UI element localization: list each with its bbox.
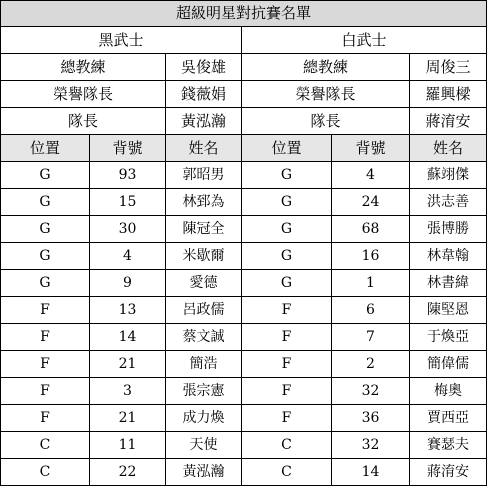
staff-role: 總教練	[1, 54, 166, 81]
player-position: G	[1, 162, 90, 189]
player-name: 簡浩	[166, 351, 242, 378]
player-number: 7	[332, 324, 410, 351]
table-row	[1, 297, 487, 324]
staff-person: 吳俊雄	[166, 54, 242, 81]
player-position: G	[1, 270, 90, 297]
player-number: 4	[90, 243, 166, 270]
player-position: G	[1, 243, 90, 270]
table-row	[1, 432, 487, 459]
staff-person: 周俊三	[410, 54, 487, 81]
player-name: 洪志善	[410, 189, 487, 216]
player-number: 68	[332, 216, 410, 243]
player-position: F	[1, 324, 90, 351]
player-name: 林韋翰	[410, 243, 487, 270]
player-position: F	[1, 297, 90, 324]
player-number: 1	[332, 270, 410, 297]
table-row	[1, 378, 487, 405]
player-name: 林書緯	[410, 270, 487, 297]
player-name: 賈西亞	[410, 405, 487, 432]
team-name-white: 白武士	[242, 27, 487, 54]
player-position: F	[1, 378, 90, 405]
table-row	[1, 270, 487, 297]
column-header-number: 背號	[90, 135, 166, 162]
player-name: 于煥亞	[410, 324, 487, 351]
player-position: C	[242, 432, 332, 459]
player-name: 簡偉儒	[410, 351, 487, 378]
player-name: 成力煥	[166, 405, 242, 432]
player-number: 22	[90, 459, 166, 486]
column-header-name: 姓名	[166, 135, 242, 162]
column-header-position: 位置	[242, 135, 332, 162]
staff-role: 隊長	[1, 108, 166, 135]
player-name: 張博勝	[410, 216, 487, 243]
staff-person: 黃泓瀚	[166, 108, 242, 135]
player-number: 32	[332, 378, 410, 405]
player-name: 黃泓瀚	[166, 459, 242, 486]
column-header-row	[1, 135, 487, 162]
player-number: 16	[332, 243, 410, 270]
player-number: 32	[332, 432, 410, 459]
player-position: F	[1, 405, 90, 432]
player-name: 陳堅恩	[410, 297, 487, 324]
player-position: G	[242, 216, 332, 243]
player-name: 蔡文誠	[166, 324, 242, 351]
player-position: G	[1, 189, 90, 216]
staff-role: 隊長	[242, 108, 410, 135]
player-number: 24	[332, 189, 410, 216]
player-number: 14	[90, 324, 166, 351]
player-name: 林郅為	[166, 189, 242, 216]
player-position: F	[242, 378, 332, 405]
player-position: C	[242, 459, 332, 486]
table-row	[1, 189, 487, 216]
player-number: 4	[332, 162, 410, 189]
player-name: 張宗憲	[166, 378, 242, 405]
staff-row-head-coach	[1, 54, 487, 81]
player-position: C	[1, 459, 90, 486]
staff-role: 總教練	[242, 54, 410, 81]
staff-role: 榮譽隊長	[242, 81, 410, 108]
player-name: 天使	[166, 432, 242, 459]
player-position: G	[242, 189, 332, 216]
player-number: 30	[90, 216, 166, 243]
staff-role: 榮譽隊長	[1, 81, 166, 108]
player-number: 21	[90, 405, 166, 432]
table-row	[1, 405, 487, 432]
staff-row-honorary-captain	[1, 81, 487, 108]
staff-person: 羅興樑	[410, 81, 487, 108]
player-position: F	[1, 351, 90, 378]
table-row	[1, 459, 487, 486]
table-row	[1, 216, 487, 243]
player-number: 11	[90, 432, 166, 459]
player-name: 蔣淯安	[410, 459, 487, 486]
player-number: 21	[90, 351, 166, 378]
player-name: 蘇翊傑	[410, 162, 487, 189]
player-position: F	[242, 324, 332, 351]
player-position: G	[242, 270, 332, 297]
player-position: F	[242, 405, 332, 432]
player-name: 陳冠全	[166, 216, 242, 243]
player-number: 3	[90, 378, 166, 405]
staff-row-captain	[1, 108, 487, 135]
player-position: G	[242, 243, 332, 270]
player-name: 愛德	[166, 270, 242, 297]
player-number: 14	[332, 459, 410, 486]
player-number: 13	[90, 297, 166, 324]
table-row	[1, 162, 487, 189]
staff-person: 錢薇娟	[166, 81, 242, 108]
player-name: 賽瑟夫	[410, 432, 487, 459]
table-row	[1, 243, 487, 270]
player-position: F	[242, 351, 332, 378]
column-header-number: 背號	[332, 135, 410, 162]
column-header-name: 姓名	[410, 135, 487, 162]
table-row	[1, 351, 487, 378]
staff-person: 蔣淯安	[410, 108, 487, 135]
player-number: 93	[90, 162, 166, 189]
player-number: 15	[90, 189, 166, 216]
column-header-position: 位置	[1, 135, 90, 162]
player-position: F	[242, 297, 332, 324]
table-row	[1, 324, 487, 351]
player-name: 呂政儒	[166, 297, 242, 324]
player-name: 梅奧	[410, 378, 487, 405]
player-number: 2	[332, 351, 410, 378]
player-name: 郭昭男	[166, 162, 242, 189]
player-position: G	[242, 162, 332, 189]
team-name-black: 黑武士	[1, 27, 242, 54]
player-number: 6	[332, 297, 410, 324]
player-number: 9	[90, 270, 166, 297]
player-position: C	[1, 432, 90, 459]
table-title: 超級明星對抗賽名單	[1, 1, 487, 27]
player-name: 米歇爾	[166, 243, 242, 270]
player-number: 36	[332, 405, 410, 432]
player-position: G	[1, 216, 90, 243]
